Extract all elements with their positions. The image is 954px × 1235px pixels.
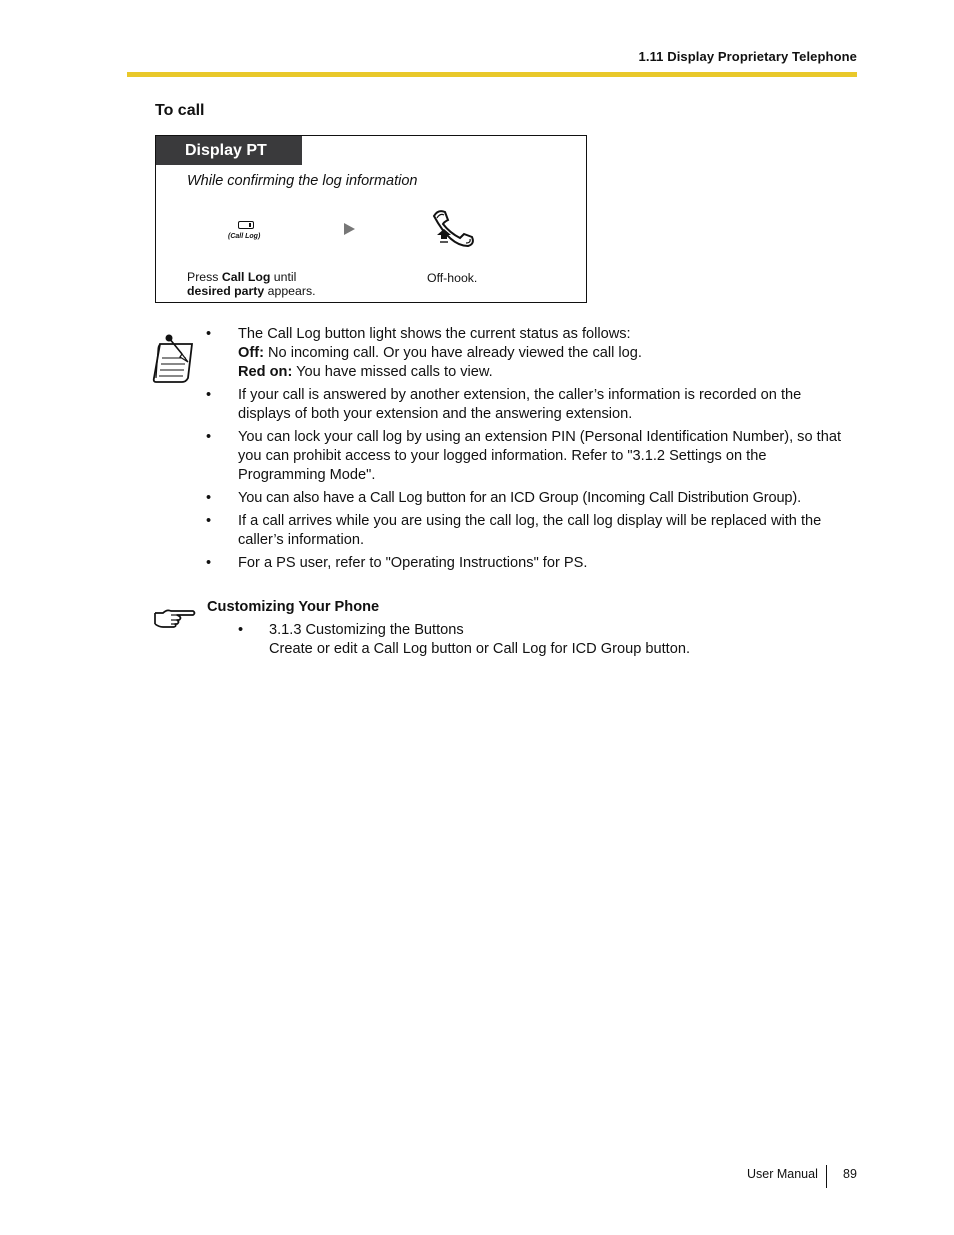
- call-log-key-icon: [238, 221, 254, 229]
- list-item: • If a call arrives while you are using the call log, the call log display will be replaced with the caller’s information.: [206, 512, 856, 550]
- list-item: • The Call Log button light shows the current status as follows: Off: No incoming call. Or you have already viewed the call log. Red on: You have missed calls to view.: [206, 325, 856, 382]
- step2-instruction: Off-hook.: [427, 271, 478, 285]
- list-item: • You can lock your call log by using an extension PIN (Personal Identification Number), so that you can prohibit access to your logged information. Refer to "3.1.2 Settings on the Programming Mode".: [206, 428, 856, 485]
- header-section-title: 1.11 Display Proprietary Telephone: [638, 49, 857, 64]
- list-item: • You can also have a Call Log button for an ICD Group (Incoming Call Distribution Group).: [206, 489, 856, 508]
- next-step-arrow-icon: [344, 223, 355, 235]
- section-heading: To call: [155, 102, 205, 119]
- step1-instruction: Press Call Log until desired party appears.: [187, 270, 316, 298]
- operation-condition: While confirming the log information: [187, 173, 418, 189]
- notes-list: [206, 325, 856, 573]
- operation-box: [155, 135, 587, 303]
- list-item: • For a PS user, refer to "Operating Instructions" for PS.: [206, 554, 856, 573]
- display-pt-tab: Display PT: [156, 136, 302, 165]
- footer-label: User Manual: [747, 1167, 818, 1181]
- header-rule: [127, 72, 857, 77]
- off-hook-handset-icon: [428, 208, 480, 248]
- list-item: • 3.1.3 Customizing the Buttons Create or edit a Call Log button or Call Log for ICD Group button.: [238, 621, 838, 659]
- customizing-heading: Customizing Your Phone: [207, 599, 380, 615]
- list-item: • If your call is answered by another extension, the caller’s information is recorded on the displays of both your extension and the answering extension.: [206, 386, 856, 424]
- note-pad-icon: [152, 332, 198, 384]
- pointing-hand-icon: [153, 607, 197, 629]
- page-number: 89: [843, 1167, 857, 1181]
- customizing-link[interactable]: 3.1.3 Customizing the Buttons: [269, 622, 464, 638]
- call-log-key-label: (Call Log): [228, 233, 261, 240]
- customizing-list: [238, 621, 838, 659]
- footer-separator: [826, 1165, 827, 1188]
